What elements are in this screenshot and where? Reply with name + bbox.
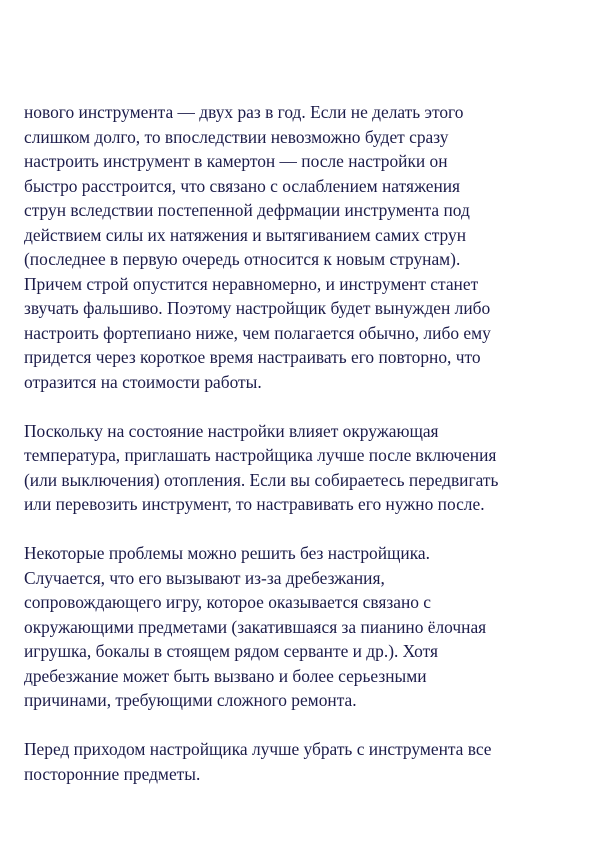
paragraph-gap <box>24 713 574 738</box>
text-line: посторонние предметы. <box>24 763 201 784</box>
paragraph-gap <box>24 517 574 542</box>
text-line: Поскольку на состояние настройки влияет окружающая <box>24 420 439 441</box>
text-line: Причем строй опустится неравномерно, и инструмент станет <box>24 273 479 294</box>
text-line: или перевозить инструмент, то настравивать его нужно после. <box>24 494 485 514</box>
text-line: игрушка, бокалы в стоящем рядом серванте и др.). Хотя <box>24 641 438 661</box>
paragraph-1 <box>24 100 574 394</box>
text-line: придется через короткое время настраивать его повторно, что <box>24 347 481 367</box>
text-line: (или выключения) отопления. Если вы собираетесь передвигать <box>24 469 499 490</box>
text-line: звучать фальшиво. Поэтому настройщик будет вынужден либо <box>24 298 491 318</box>
text-line: быстро расстроится, что связано с ослаблением натяжения <box>24 175 461 196</box>
paragraph-4 <box>24 737 574 786</box>
text-line: окружающими предметами (закатившаяся за пианино ёлочная <box>24 616 487 637</box>
text-line: действием силы их натяжения и вытягиванием самих струн <box>24 224 467 245</box>
document-page <box>24 100 574 786</box>
text-line: Случается, что его вызывают из-за дребезжания, <box>24 567 385 588</box>
text-line: причинами, требующими сложного ремонта. <box>24 690 357 710</box>
text-line: Некоторые проблемы можно решить без настройщика. <box>24 543 430 563</box>
text-line: (последнее в первую очередь относится к новым струнам). <box>24 249 461 269</box>
text-line: дребезжание может быть вызвано и более серьезными <box>24 665 427 686</box>
text-line: настроить фортепиано ниже, чем полагается обычно, либо ему <box>24 322 491 343</box>
text-line: слишком долго, то впоследствии невозможно будет сразу <box>24 126 449 147</box>
text-line: сопровождающего игру, которое оказывается связано с <box>24 592 432 612</box>
paragraph-gap <box>24 394 574 419</box>
text-line: температура, приглашать настройщика лучше после включения <box>24 445 497 465</box>
text-line: настроить инструмент в камертон — после настройки он <box>24 151 448 171</box>
paragraph-2 <box>24 419 574 517</box>
text-line: отразится на стоимости работы. <box>24 371 262 392</box>
text-line: Перед приходом настройщика лучше убрать с инструмента все <box>24 739 492 759</box>
paragraph-3 <box>24 541 574 713</box>
text-line: нового инструмента — двух раз в год. Если не делать этого <box>24 102 464 122</box>
text-line: струн вследствии постепенной дефрмации инструмента под <box>24 200 470 220</box>
